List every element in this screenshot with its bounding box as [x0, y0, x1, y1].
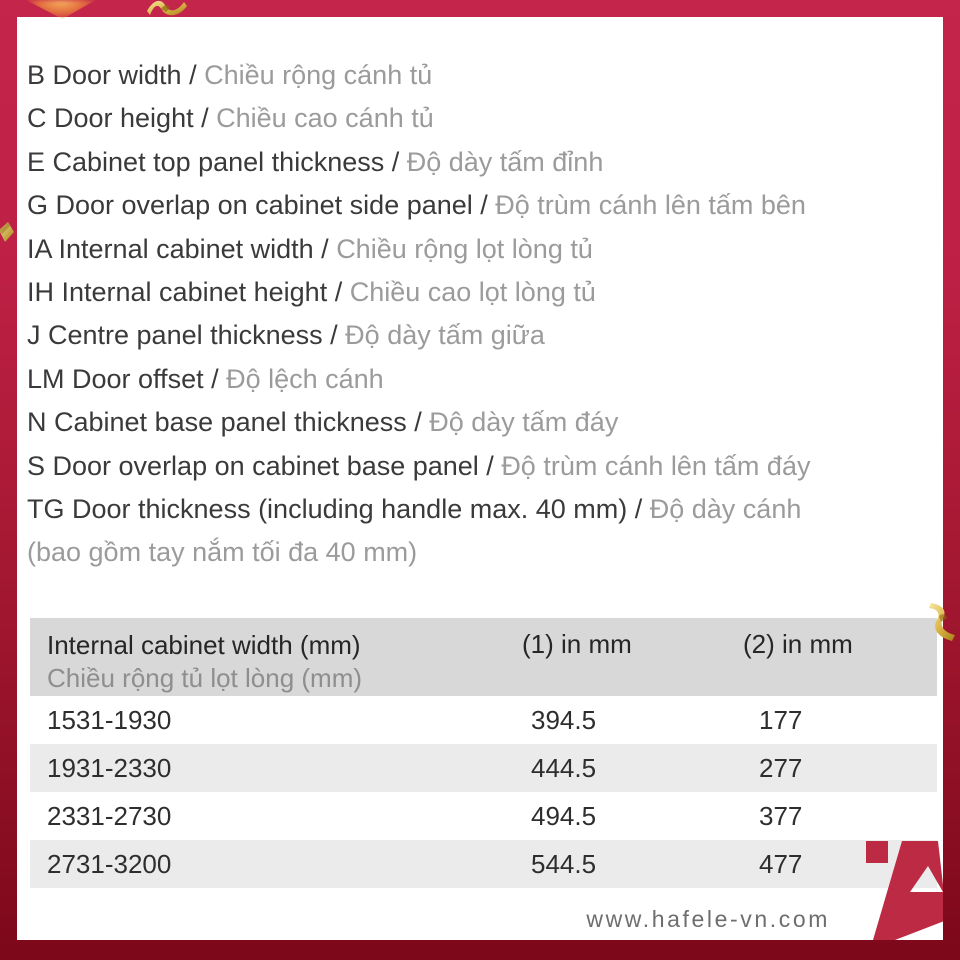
legend-line	[27, 531, 927, 574]
table-row	[30, 744, 937, 792]
legend-vn: Chiều rộng lọt lòng tủ	[336, 233, 593, 264]
header-col1-en: Internal cabinet width (mm)	[47, 630, 361, 660]
legend-line	[27, 184, 927, 227]
legend-vn: Chiều cao lọt lòng tủ	[349, 277, 596, 308]
legend-vn: Độ lệch cánh	[226, 363, 384, 394]
table-row	[30, 840, 937, 888]
legend-vn: (bao gồm tay nắm tối đa 40 mm)	[27, 537, 418, 568]
dimension-legend	[27, 54, 927, 575]
legend-line	[27, 358, 927, 401]
legend-vn: Chiều cao cánh tủ	[216, 103, 434, 134]
legend-vn: Độ dày tấm giữa	[345, 320, 545, 351]
legend-line	[27, 54, 927, 97]
table-row	[30, 696, 937, 744]
legend-line	[27, 271, 927, 314]
legend-en: IA Internal cabinet width /	[27, 233, 337, 264]
cell-value-1: 544.5	[531, 848, 597, 879]
legend-vn: Độ dày cánh	[649, 494, 802, 525]
spec-table	[30, 618, 937, 888]
legend-en: LM Door offset /	[27, 363, 227, 394]
legend-en: TG Door thickness (including handle max. 40 mm) /	[27, 494, 650, 525]
cell-value-2: 377	[759, 800, 803, 831]
confetti-ribbon-icon	[146, 0, 188, 17]
cell-value-2: 277	[759, 752, 803, 783]
header-col1	[30, 629, 522, 696]
cell-value-2: 477	[759, 848, 803, 879]
cell-value-1: 494.5	[531, 800, 597, 831]
cell-range: 1531-1930	[47, 704, 172, 735]
legend-vn: Độ dày tấm đỉnh	[406, 146, 604, 177]
cell-range: 2731-3200	[47, 848, 172, 879]
legend-en: B Door width /	[27, 60, 205, 90]
legend-line	[27, 97, 927, 140]
cell-value-1: 444.5	[531, 752, 597, 783]
header-col3: (2) in mm	[743, 629, 853, 659]
legend-vn: Chiều rộng cánh tủ	[204, 60, 433, 90]
content-panel	[17, 17, 943, 940]
legend-vn: Độ dày tấm đáy	[429, 407, 619, 438]
legend-vn: Độ trùm cánh lên tấm đáy	[501, 450, 811, 481]
legend-vn: Độ trùm cánh lên tấm bên	[495, 190, 806, 221]
legend-line	[27, 488, 927, 531]
legend-line	[27, 228, 927, 271]
header-col2: (1) in mm	[522, 629, 632, 659]
legend-en: C Door height /	[27, 103, 217, 134]
legend-en: N Cabinet base panel thickness /	[27, 407, 430, 438]
cell-value-2: 177	[759, 704, 803, 735]
cell-range: 2331-2730	[47, 800, 172, 831]
hafele-logo-icon	[857, 835, 943, 940]
legend-line	[27, 141, 927, 184]
confetti-ribbon-icon	[0, 220, 15, 248]
table-header	[30, 618, 937, 696]
website-url: www.hafele-vn.com	[586, 906, 830, 932]
legend-en: E Cabinet top panel thickness /	[27, 146, 407, 177]
legend-en: J Centre panel thickness /	[27, 320, 346, 351]
table-row	[30, 792, 937, 840]
cell-range: 1931-2330	[47, 752, 172, 783]
legend-line	[27, 445, 927, 488]
legend-en: IH Internal cabinet height /	[27, 277, 350, 308]
legend-line	[27, 401, 927, 444]
legend-line	[27, 314, 927, 357]
header-col1-vn: Chiều rộng tủ lọt lòng (mm)	[47, 663, 363, 693]
cell-value-1: 394.5	[531, 704, 597, 735]
legend-en: S Door overlap on cabinet base panel /	[27, 450, 502, 481]
legend-en: G Door overlap on cabinet side panel /	[27, 190, 496, 221]
